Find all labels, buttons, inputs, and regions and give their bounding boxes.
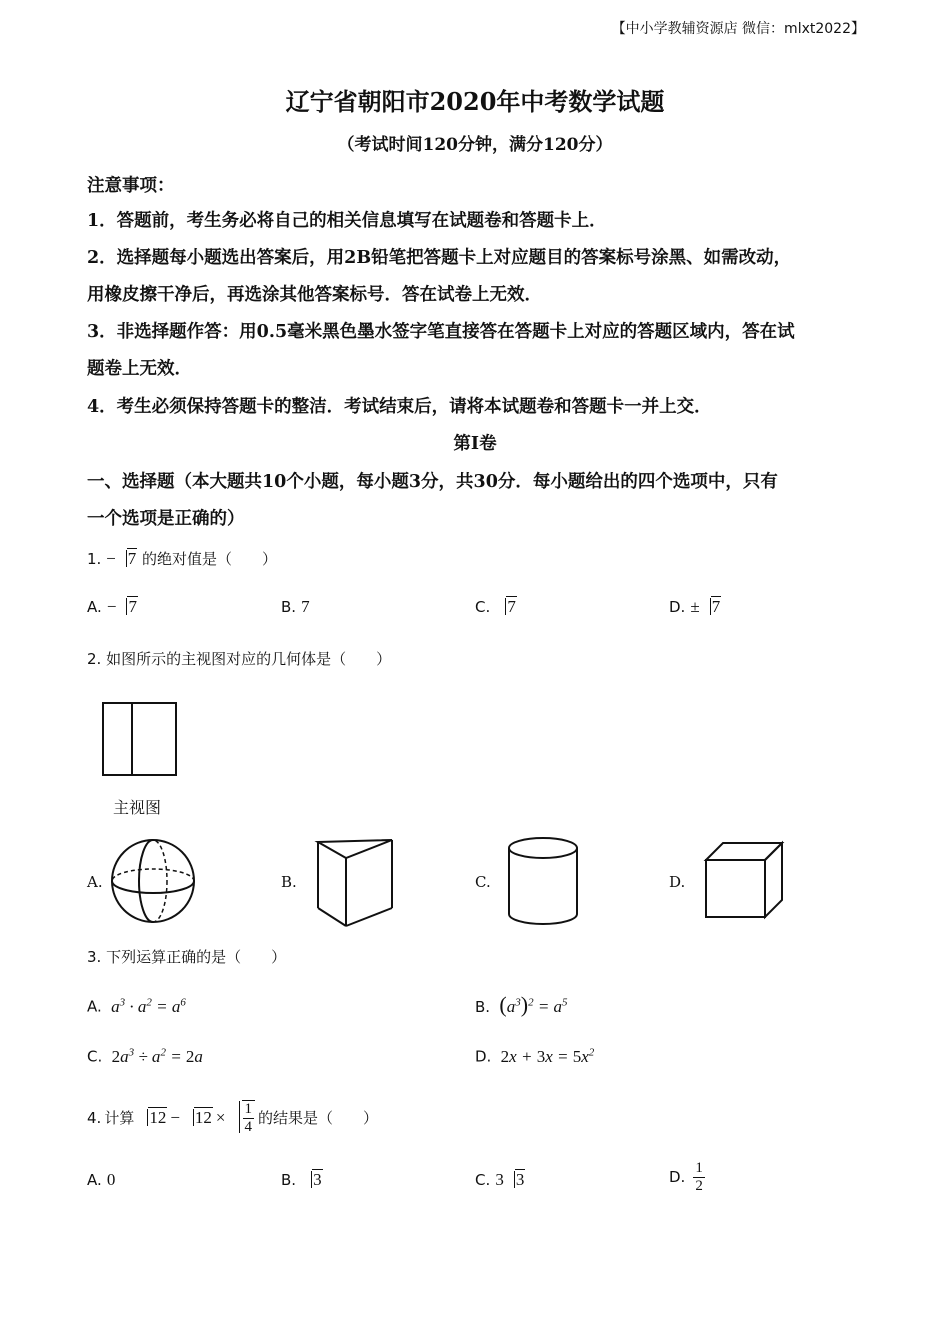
question-text: 的绝对值是（ ） <box>141 550 277 568</box>
q3-option-c[interactable] <box>87 1046 203 1067</box>
front-view-figure <box>100 700 180 780</box>
fraction <box>242 1100 256 1135</box>
cylinder-icon <box>507 836 581 928</box>
question-number: 2. <box>87 650 102 668</box>
q1-option-d[interactable] <box>669 597 721 617</box>
notice-item: 3．非选择题作答：用0.5毫米黑色墨水签字笔直接答在答题卡上对应的答题区域内，答在试 <box>87 322 795 342</box>
cube-icon <box>703 840 787 920</box>
minus-sign: − <box>106 597 117 616</box>
section-heading-line1: 一、选择题（本大题共10个小题，每小题3分，共30分．每小题给出的四个选项中，只有 <box>87 472 778 492</box>
q3-option-a[interactable] <box>87 996 186 1017</box>
math-expression: $a^3 \cdot a^2 = a^6$ <box>106 996 186 1016</box>
math-expression: $2a^3 \div a^2 = 2a$ <box>111 1046 203 1066</box>
q2-option-d-label[interactable]: D. <box>669 873 686 891</box>
radicand: 3 <box>313 1170 322 1189</box>
sqrt-expression <box>495 597 517 617</box>
question-number: 4. <box>87 1108 102 1127</box>
denominator: 4 <box>244 1118 253 1135</box>
minus-sign: − <box>106 549 116 568</box>
option-label: A. <box>87 598 102 616</box>
sqrt-expression <box>137 1108 167 1128</box>
sphere-icon <box>110 838 196 924</box>
question-number: 1. <box>87 550 102 568</box>
sqrt-fraction <box>229 1100 256 1135</box>
q3-option-d[interactable] <box>475 1046 594 1067</box>
option-label: B. <box>281 598 297 616</box>
triangular-prism-icon <box>312 836 396 930</box>
denominator: 2 <box>695 1177 703 1194</box>
minus-sign: − <box>170 1107 180 1127</box>
option-label: A. <box>87 997 102 1016</box>
radicand: 3 <box>515 1170 525 1189</box>
question-1 <box>87 548 277 569</box>
q1-option-c[interactable] <box>475 597 517 617</box>
question-text: 的结果是（ ） <box>258 1109 379 1127</box>
notice-item: 题卷上无效． <box>87 359 192 379</box>
sqrt-expression <box>116 597 138 617</box>
coefficient: 3 <box>495 1170 504 1189</box>
q1-option-a[interactable] <box>87 597 138 617</box>
radicand: 7 <box>127 549 137 568</box>
math-expression: $(a^3)^2 = a^5$ <box>499 992 568 1017</box>
option-label: C. <box>475 598 491 616</box>
fraction <box>693 1160 705 1194</box>
numerator: 1 <box>244 1101 253 1117</box>
volume-label: 第I卷 <box>453 434 497 454</box>
option-label: A. <box>87 1171 102 1189</box>
question-text: 如图所示的主视图对应的几何体是（ ） <box>106 650 392 668</box>
sqrt-expression <box>183 1108 213 1128</box>
notice-item: 2．选择题每小题选出答案后，用2B铅笔把答题卡上对应题目的答案标号涂黑、如需改动， <box>87 248 792 268</box>
math-expression: $2x + 3x = 5x^2$ <box>500 1046 595 1066</box>
header-note: 【中小学教辅资源店 微信：mlxt2022】 <box>611 21 865 37</box>
q2-option-c-label[interactable]: C. <box>475 873 491 891</box>
question-number: 3. <box>87 948 102 966</box>
q4-option-a[interactable] <box>87 1170 115 1190</box>
sqrt-expression <box>116 549 138 569</box>
page-subtitle: （考试时间120分钟，满分120分） <box>337 135 613 155</box>
section-heading-line2: 一个选项是正确的） <box>87 509 245 529</box>
radicand: 7 <box>128 597 137 616</box>
option-value: 0 <box>106 1170 116 1189</box>
option-label: C. <box>87 1047 103 1066</box>
notice-item: 用橡皮擦干净后，再选涂其他答案标号．答在试卷上无效． <box>87 285 542 305</box>
radicand: 7 <box>711 597 721 616</box>
numerator: 1 <box>695 1160 703 1176</box>
option-value: 7 <box>301 597 310 616</box>
q2-option-a-label[interactable]: A. <box>87 873 103 891</box>
figure-caption: 主视图 <box>113 798 162 817</box>
times-sign: × <box>215 1107 226 1127</box>
plus-minus-sign: ± <box>690 597 700 616</box>
notice-item: 1．答题前，考生务必将自己的相关信息填写在试题卷和答题卡上． <box>87 211 607 231</box>
radicand: 12 <box>194 1107 212 1127</box>
notice-item: 4．考生必须保持答题卡的整洁．考试结束后，请将本试题卷和答题卡一并上交． <box>87 397 712 417</box>
q4-option-d[interactable] <box>669 1160 705 1194</box>
q2-option-b-label[interactable]: B. <box>281 873 297 891</box>
option-label: D. <box>669 1168 686 1186</box>
page-title: 辽宁省朝阳市2020年中考数学试题 <box>285 87 665 116</box>
q4-option-b[interactable] <box>281 1170 323 1190</box>
option-label: B. <box>475 998 491 1016</box>
notice-heading: 注意事项： <box>87 176 175 196</box>
question-4 <box>87 1100 378 1135</box>
radicand: 7 <box>507 597 516 616</box>
option-label: C. <box>475 1171 491 1189</box>
question-3 <box>87 946 286 967</box>
q3-option-b[interactable] <box>475 992 568 1018</box>
option-label: D. <box>669 598 686 616</box>
q1-option-b[interactable] <box>281 597 310 617</box>
radicand: 12 <box>149 1107 167 1127</box>
sqrt-expression <box>700 597 722 617</box>
question-2 <box>87 648 391 669</box>
option-label: B. <box>281 1171 297 1189</box>
sqrt-expression <box>504 1170 526 1190</box>
option-label: D. <box>475 1047 492 1066</box>
sqrt-expression <box>301 1170 323 1190</box>
q4-option-c[interactable] <box>475 1170 525 1190</box>
question-text: 下列运算正确的是（ ） <box>106 948 287 966</box>
question-prefix: 计算 <box>104 1109 135 1127</box>
